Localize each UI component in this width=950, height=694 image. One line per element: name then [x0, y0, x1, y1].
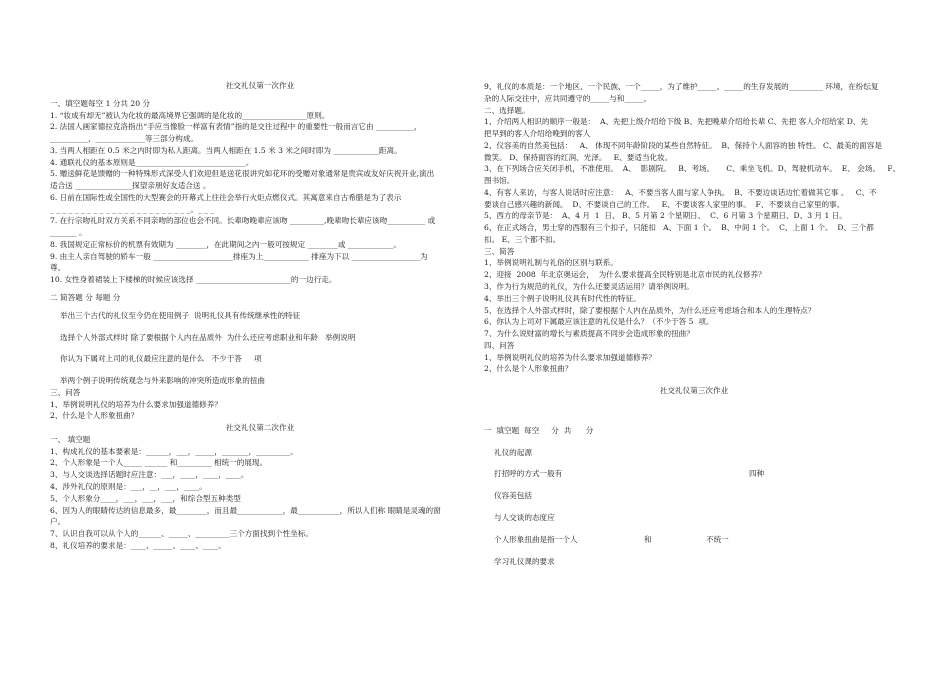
fill-item: 8、礼仪培养的要求是：____、_____、____、____。: [50, 540, 226, 550]
fill-item: 7. 在行宗吻礼时双方关系不同亲吻的部位也会不同。长辈吻晚辈应该吻 _________,晚辈吻长辈应该吻__________ 或: [50, 216, 436, 226]
fill-blank-text: 个人形象扭曲是指一个人: [494, 534, 578, 544]
choice-item: 要谈自己感兴趣的新闻。 D、不要谈自己的工作。 E、不要谈客人家里的事。 F、不要谈自己家里的事。: [484, 199, 845, 209]
fill-blank-item: 礼仪的起源: [494, 447, 532, 457]
section-qa-heading: 四、问答: [484, 340, 515, 350]
choice-item: 扣。 E、三个都不扣。: [484, 234, 561, 244]
section-choice-heading: 二、选择题。: [484, 105, 530, 115]
choice-item: 图书馆。: [484, 176, 515, 186]
fill-item: 1. “妆成有却无”被认为化妆的最高境界它强调的是化妆的_________________原则。: [50, 110, 330, 120]
fill-item: 5、个人形象分____，___，___，___，和综合型五种类型: [50, 493, 241, 503]
choice-item: 5、西方的母亲节是： A、4 月 1 日、 B、5 月第 2 个星期日、 C、6 月第 3 个星期日、D、3 月 1 日。: [484, 211, 847, 221]
fill-item: 10. 女性身着裙装上下楼梯的时候应该选择 _________________________的一边行走。: [50, 275, 337, 285]
choice-item: 1、介绍两人相识的顺序一般是： A、先把上级介绍给下级 B、先把晚辈介绍给长辈 C、先把 客人介绍给家 D、先: [484, 117, 868, 127]
fill-item: 1、构成礼仪的基本要素是：______，___，_____，_______，_________。: [50, 446, 298, 456]
fill-item: 5. 赠送鲜花是馈赠的一种特殊形式深受人们欢迎但是送花很讲究如花环的受赠对象通常是贵宾或友好庆祝开业,演出: [50, 169, 435, 179]
fill-item: 适合送 _______________探望亲朋好友适合送 。: [50, 181, 211, 191]
fill-item: 6. 日前在国际性或全国性的大型赛会的开幕式上往往会举行火炬点燃仪式。其寓意来自古希腊是为了表示: [50, 192, 402, 202]
choice-item: 微笑。 D、保持面容的红润、光泽。 E、要适当化妆。: [484, 152, 673, 162]
fill-blank-connector: 和: [644, 534, 652, 544]
fill-blank-suffix: 不统一: [706, 534, 729, 544]
short-answer-item: 5、在选择个人外部式样时，除了要根据个人内在品质外，为什么还应考虑场合和本人的生理特点？: [484, 305, 816, 315]
fill-item: 4. 通联礼仪的基本原则是_____________________________。: [50, 157, 254, 167]
choice-item: 6、在正式场合，男士穿的西服有三个扣子，只能扣 A、下面 1 个。 B、中间 1 个。 C、上面 1 个。 D、三个都: [484, 223, 874, 233]
fill-item: 8. 我国规定正常标价的机票有效期为 ________，在此期间之内一般可按规定 ________或 ____________。: [50, 239, 402, 249]
section-fill-heading: 一 填空题 每空 分 共 分: [484, 425, 594, 435]
fill-item: 9、礼仪的本质是：一个地区、一个民族、一个_____，为了维护_____、_____的生存发展的_________ 环境，在纷纭复: [484, 82, 879, 91]
qa-item: 2、什么是个人形象扭曲？: [50, 411, 139, 421]
section-qa-heading: 三、问答: [50, 387, 81, 397]
fill-item: 9. 由主人亲自驾驶的轿车一般 _____________________排座为上____________ 排座为下以 __________________为: [50, 251, 428, 261]
choice-item: 3、在下列场合应关闭手机，不准使用。 A、 影剧院。 B、考场。 C、乘坐飞机。D、驾驶机动车。 E、 会场。 F、: [484, 164, 901, 174]
choice-item: 4、有客人来访，与客人说话时应注意： A、不要当客人面与家人争执。 B、不要边谈话边忙着做其它事 。 C、不: [484, 187, 877, 197]
fill-blank-item: 仪容美包括: [494, 491, 532, 501]
short-answer-item: 3、作为行为规范的礼仪，为什么还要灵活运用？请举例说明。: [484, 282, 694, 292]
short-answer-item: 4、举出三个例子说明礼仪具有时代性的特征。: [484, 293, 641, 303]
fill-blank-text: 打招呼的方式一般有: [494, 469, 563, 479]
fill-blank-item: 与人交谈的态度应: [494, 512, 555, 522]
choice-item: 把早到的客人介绍给晚到的客人: [484, 129, 591, 139]
fill-blank-item: [484, 468, 904, 480]
fill-item: 户。: [50, 517, 66, 527]
homework-2-title: 社交礼仪第二次作业: [225, 423, 295, 433]
short-answer-item: 7、为什么说财富的增长与素质提高不同步会造成形象的扭曲？: [484, 329, 694, 339]
fill-item: 杂的人际交往中，应共同遵守的_____与和_____。: [484, 93, 652, 103]
left-column: [50, 80, 470, 552]
short-answer-item: 举出三个古代的礼仪至今仍在使用例子 说明礼仪具有传统继承性的特征: [60, 310, 301, 320]
fill-blank-item: [484, 534, 904, 546]
qa-item: 2、什么是个人形象扭曲？: [484, 364, 573, 374]
short-answer-item: 你认为下属对上司的礼仪最应注意的是什么 不少于答 项: [60, 354, 262, 364]
short-answer-item: 举两个例子说明传统观念与外来影响的冲突所造成形象的扭曲: [60, 376, 266, 386]
qa-item: 1、举例说明礼仪的培养为什么要求加强道德修养？: [50, 399, 222, 409]
section-short-answer-heading: 三、简答: [484, 246, 515, 256]
fill-item: 4、涉外礼仪的原则是：___，__，___，____。: [50, 481, 207, 491]
fill-item: 2、个人形象是一个人_____ ______ 和_________ 相统一的展现。: [50, 458, 268, 468]
section-short-answer-heading: 二 简答题 分 每题 分: [50, 293, 121, 303]
short-answer-item: 1、举例说明礼制与礼俗的区别与联系。: [484, 258, 618, 268]
fill-item: __________，_____________等三部分构成。: [50, 134, 199, 144]
section-fill-heading: 一、 填空题: [50, 434, 91, 444]
short-answer-item: 选择个人外部式样时 除了要根据个人内在品质外 为什么还应考虑职业和年龄 举例说明: [60, 332, 356, 342]
homework-1-title: 社交礼仪第一次作业: [225, 81, 295, 90]
short-answer-item: 6、你认为上司对下属最应该注意的礼仪是什么？（不少于答 5 项。: [484, 317, 714, 327]
homework-3-title: 社交礼仪第三次作业: [659, 386, 729, 396]
fill-blank-item: 学习礼仪课的要求: [494, 556, 555, 566]
fill-item: 尊。: [50, 263, 66, 273]
fill-item: 3、与人交谈选择话题时应注意：___，____，____，____。: [50, 470, 249, 480]
fill-item: 7、认识自我可以从个人的______、_____、_________三个方面找到个性坐标。: [50, 529, 314, 539]
qa-item: 1、举例说明礼仪的培养为什么要求加强道德修养？: [484, 352, 656, 362]
fill-item: _ _ _ _ _ _ _ _ _ _ _ _ _ _ _ _ _ _ _ _ _ _ _。_ _ _: [50, 204, 215, 214]
right-column: [484, 81, 904, 567]
section-fill-heading: 一、填空题每空 1 分共 20 分: [50, 98, 151, 108]
fill-item: 3. 当两人相距在 0.5 米之内时即为私人距离。当两人相距在 1.5 米 3 米之间时即为 ____________距离。: [50, 145, 402, 155]
fill-item: 2. 法国人画家德拉克洛指出“手应当像脸一样富有表情”指的是交往过程中 的重要性一般而言它由 __________，: [50, 122, 422, 132]
choice-item: 2、仪容美的自然美包括： A、 体现不同年龄阶段的某些自然特征。 B、保持个人面容的独 特性。 C、最美的面容是: [484, 140, 882, 150]
fill-item: _______ 。: [50, 228, 87, 238]
short-answer-item: 2、迎接 2008 年北京奥运会， 为什么要求提高全民特别是北京市民的礼仪修养？: [484, 270, 766, 280]
fill-blank-suffix: 四种: [749, 469, 765, 479]
fill-item: 6、因为人的眼睛传达的信息最多，最________，而且最____________，最___________，所以人们称 眼睛是灵魂的窗: [50, 505, 441, 515]
